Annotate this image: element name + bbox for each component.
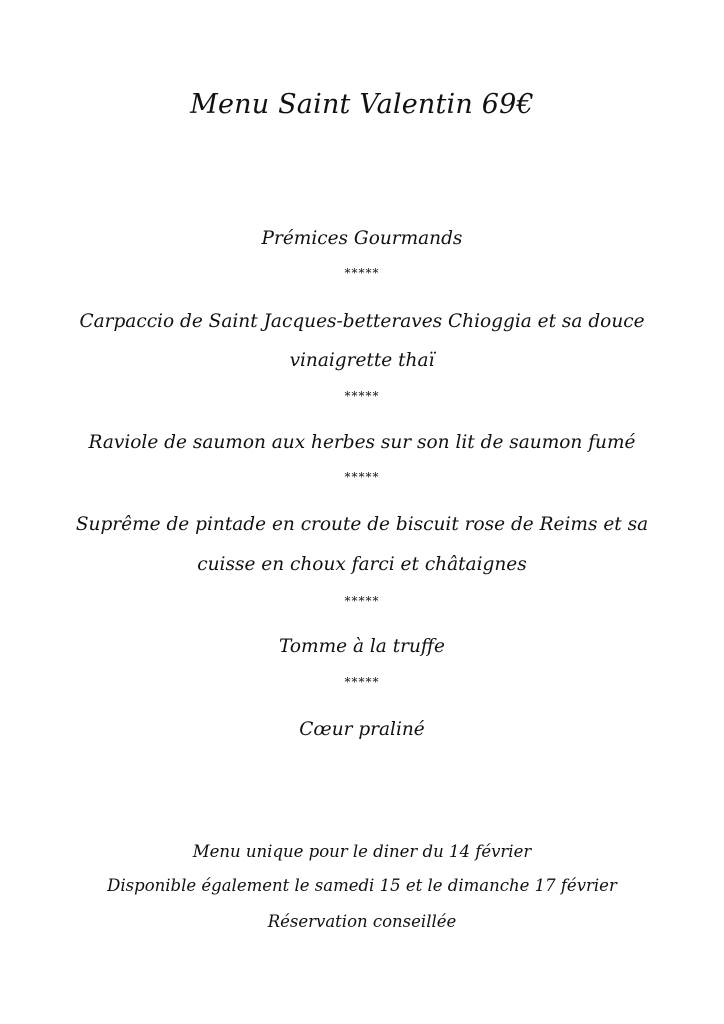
- separator: *****: [344, 266, 380, 280]
- course-supreme-line-1: Suprême de pintade en croute de biscuit rose de Reims et sa: [75, 514, 649, 535]
- course-raviole: Raviole de saumon aux herbes sur son lit de saumon fumé: [88, 432, 636, 453]
- course-supreme-line-2: cuisse en choux farci et châtaignes: [197, 554, 527, 575]
- separator: *****: [344, 675, 380, 689]
- course-tomme: Tomme à la truffe: [279, 636, 445, 657]
- course-premices: Prémices Gourmands: [261, 228, 463, 249]
- course-carpaccio-line-2: vinaigrette thaï: [289, 350, 435, 371]
- course-coeur-praline: Cœur praliné: [299, 719, 425, 740]
- footer-menu-unique: Menu unique pour le diner du 14 février: [192, 842, 532, 861]
- course-carpaccio-line-1: Carpaccio de Saint Jacques-betteraves Chioggia et sa douce: [79, 311, 645, 332]
- footer-reservation: Réservation conseillée: [267, 912, 457, 931]
- footer-disponible: Disponible également le samedi 15 et le dimanche 17 février: [107, 876, 617, 895]
- separator: *****: [344, 594, 380, 608]
- menu-title: Menu Saint Valentin 69€: [190, 89, 534, 120]
- separator: *****: [344, 389, 380, 403]
- separator: *****: [344, 470, 380, 484]
